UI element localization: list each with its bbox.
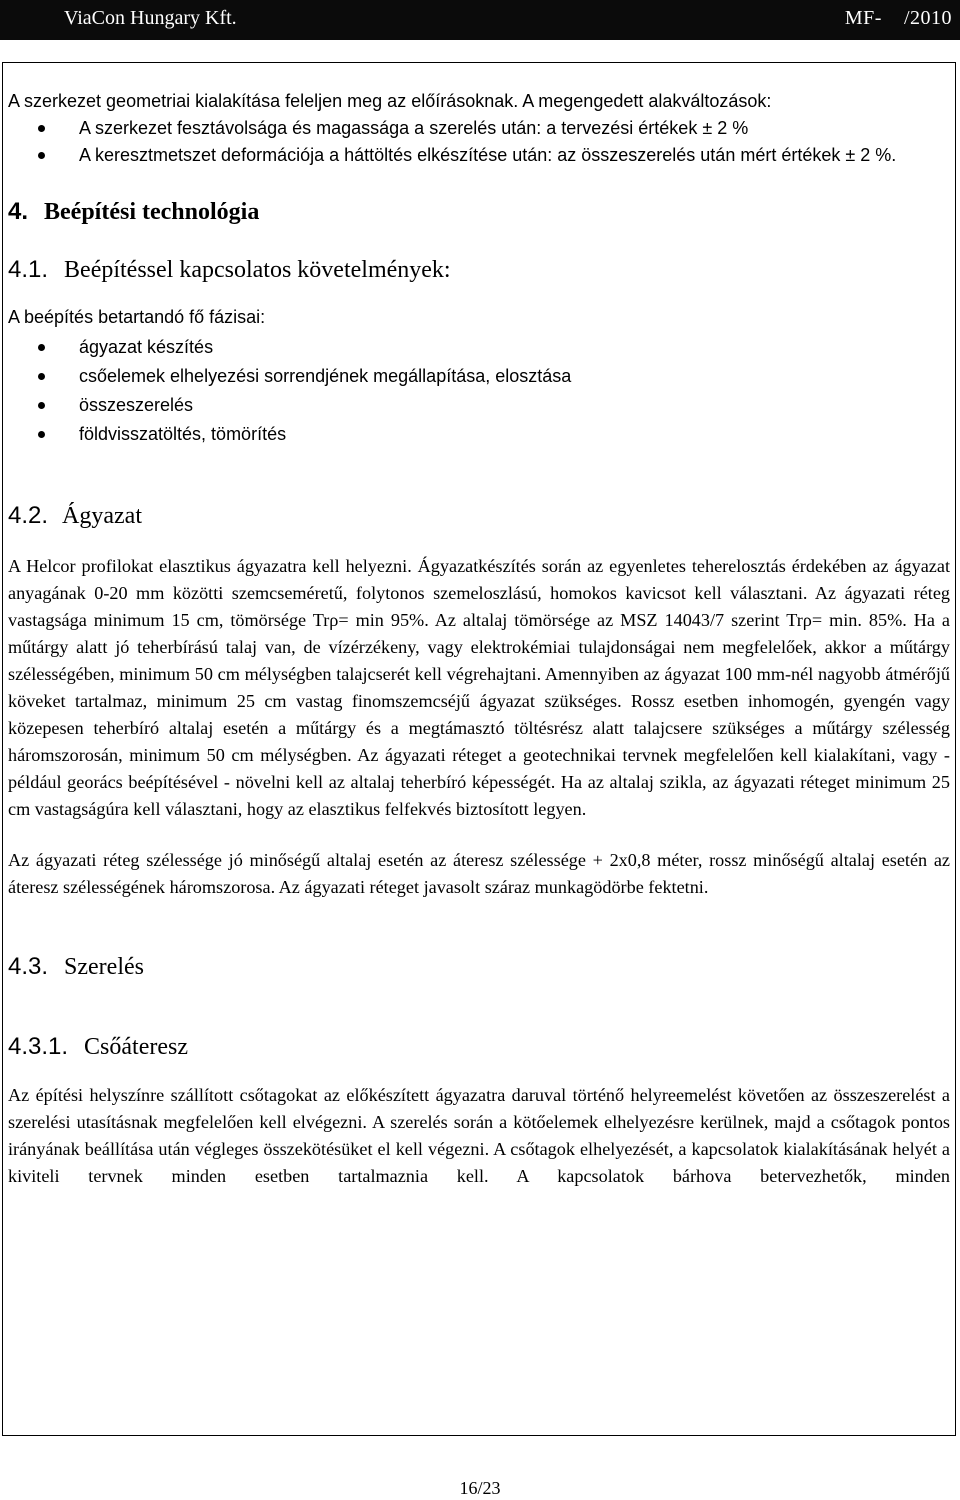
header-company: ViaCon Hungary Kft. xyxy=(64,7,237,29)
bullet-icon xyxy=(38,373,45,380)
list-item: ágyazat készítés xyxy=(8,334,950,361)
bedding-paragraph-2: Az ágyazati réteg szélessége jó minőségű altalaj esetén az áteresz szélessége + 2x0,8 méter, rossz minőségű altalaj esetén az áteresz szélességének háromszorosa. Az ágyazati réteget javasolt száraz munkagödörbe fektetni. xyxy=(8,850,950,897)
bullet-icon xyxy=(38,431,45,438)
bedding-paragraph-1: A Helcor profilokat elasztikus ágyazatra kell helyezni. Ágyazatkészítés során az egyenletes teherelosztás érdekében az ágyazat anyagának 0-20 mm közötti szemcseméretű, folytonos szemeloszlású, homokos kavicsot kell választani. Az ágyazati réteg vastagsága minimum 15 cm, tömörsége Trρ= min 95%. Az altalaj tömörsége az MSZ 14043/7 szerint Trρ= min. 85%. Ha a műtárgy alatt jó teherbírású talaj van, de vízérzékeny, vagy elektrokémiai tulajdonságai nem megfelelőek, akkor a műtárgy szélességében, minimum 50 cm mélységben talajcserét kell végrehajtani. Amennyiben az ágyazat 100 mm-nél nagyobb átmérőjű köveket tartalmaz, minimum 25 cm vastag finomszemcséjű ágyazat szükséges. Rossz esetben inhomogén, gyengén vagy közepesen teherbíró altalaj esetén a műtárgy és a megtámasztó töltésrész alatt talajcsere szükséges a műtárgy szélesség háromszorosán, minimum 50 cm mélységben. Az ágyazati réteget a geotechnikai tervnek megfelelően kell kialakítani, vagy - például georács beépítésével - növelni kell az altalaj teherbíró képességét. Ha az altalaj szikla, az ágyazati réteget minimum 25 cm vastagságúra kell választani, hogy az elasztikus felfekvés biztosított legyen. xyxy=(8,556,950,819)
bullet-icon xyxy=(38,344,45,351)
heading-number: 4.1. xyxy=(8,256,49,283)
culvert-paragraph: Az építési helyszínre szállított csőtagokat az előkészített ágyazatra daruval történő helyreemelést követően az összeszerelést a szerelési utasításnak megfelelően kell elvégezni. A szerelés során a kötőelemek elhelyezésre kerülnek, majd a csőtagok pontos irányának beállítása után végleges összekötésüket el kell végezni. A csőtagok elhelyezését, a kapcsolatok kialakításának helyét a kiviteli tervnek minden esetben tartalmaznia kell. A kapcsolatok bárhova betervezhetők, minden xyxy=(8,1085,950,1186)
heading-title: Ágyazat xyxy=(62,503,142,529)
heading-title: Beépítéssel kapcsolatos követelmények: xyxy=(64,257,451,283)
section-heading-4 xyxy=(8,198,950,234)
bullet-icon xyxy=(38,125,45,132)
list-item: csőelemek elhelyezési sorrendjének megállapítása, elosztása xyxy=(8,363,950,390)
section-heading-4-3-1 xyxy=(8,1033,950,1069)
list-item: összeszerelés xyxy=(8,392,950,419)
list-item: A keresztmetszet deformációja a háttöltés elkészítése után: az összeszerelés után mért értékek ± 2 %. xyxy=(8,142,950,169)
heading-title: Beépítési technológia xyxy=(44,199,260,225)
section-heading-4-3 xyxy=(8,953,950,989)
intro-text: A szerkezet geometriai kialakítása feleljen meg az előírásoknak. A megengedett alakváltozások: xyxy=(8,91,772,111)
page-number: 16/23 xyxy=(459,1478,501,1498)
bullet-icon xyxy=(38,402,45,409)
heading-number: 4. xyxy=(8,198,29,225)
section-heading-4-1 xyxy=(8,256,950,292)
deformation-list xyxy=(8,115,950,169)
bullet-icon xyxy=(38,152,45,159)
heading-number: 4.3.1. xyxy=(8,1033,69,1060)
list-item: A szerkezet fesztávolsága és magassága a szerelés után: a tervezési értékek ± 2 % xyxy=(8,115,950,142)
list-item: földvisszatöltés, tömörítés xyxy=(8,421,950,448)
phases-list xyxy=(8,334,950,448)
heading-number: 4.2. xyxy=(8,502,49,529)
phases-lead: A beépítés betartandó fő fázisai: xyxy=(8,307,266,327)
heading-title: Szerelés xyxy=(64,954,144,980)
page-header xyxy=(0,0,960,40)
header-doc-number: MF- /2010 xyxy=(844,7,952,29)
heading-number: 4.3. xyxy=(8,953,49,980)
heading-title: Csőáteresz xyxy=(84,1034,189,1060)
section-heading-4-2 xyxy=(8,502,950,538)
page-content xyxy=(8,88,950,1190)
